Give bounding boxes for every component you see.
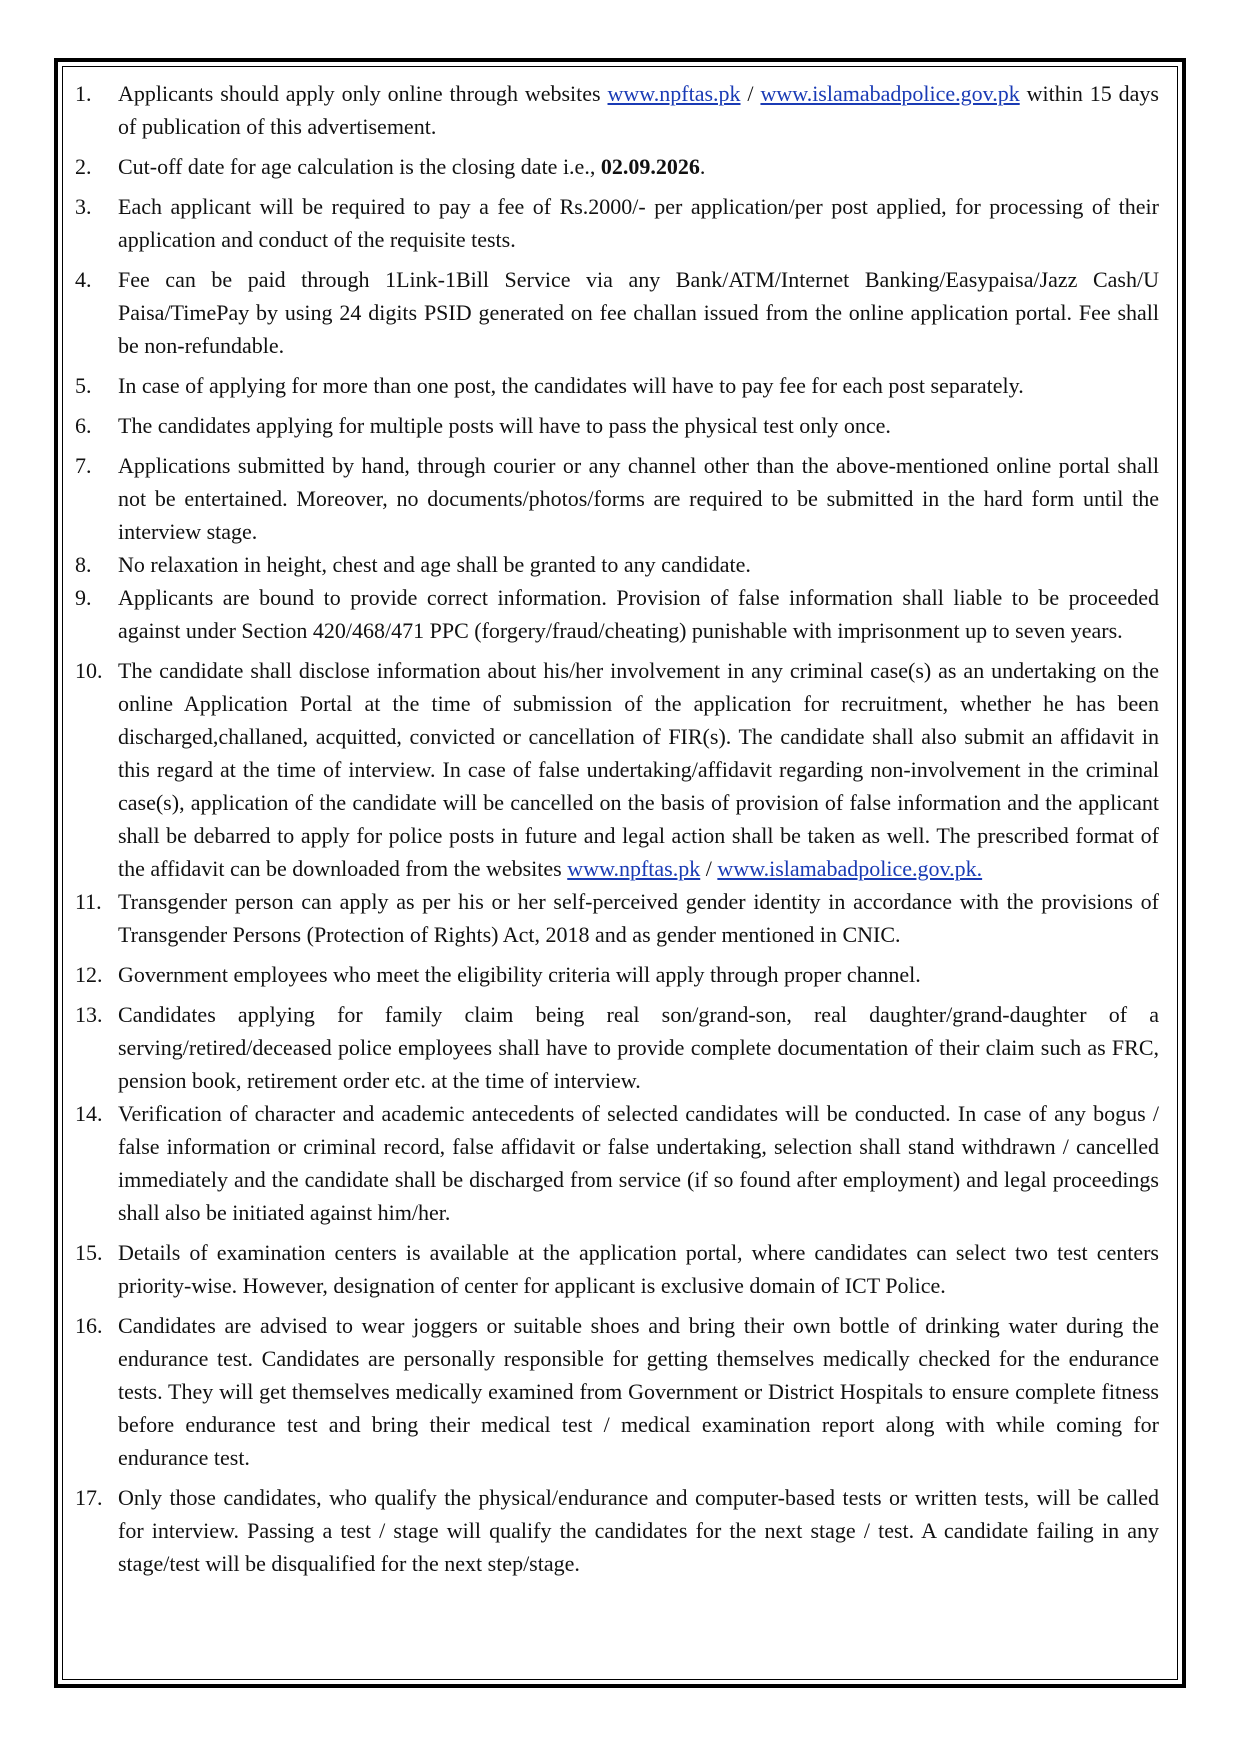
item-text: Transgender person can apply as per his or her self-perceived gender identity in accordance with the provisions of Transgender Persons (Protection of Rights) Act, 2018 and as gender mentioned in CNIC. <box>118 889 1159 947</box>
document-inner-border <box>62 66 1178 1680</box>
list-item <box>75 1309 1159 1474</box>
item-text: Fee can be paid through 1Link-1Bill Service via any Bank/ATM/Internet Banking/Easypaisa/Jazz Cash/U Paisa/TimePay by using 24 digits PSID generated on fee challan issued from the online application portal. Fee shall be non-refundable. <box>118 267 1159 358</box>
item-number: 13. <box>75 1002 103 1027</box>
item-text: Verification of character and academic antecedents of selected candidates will be conducted. In case of any bogus / false information or criminal record, false affidavit or false undertaking, selection shall stand withdrawn / cancelled immediately and the candidate shall be discharged from service (if so found after employment) and legal proceedings shall also be initiated against him/her. <box>118 1101 1159 1225</box>
npftas-link[interactable]: www.npftas.pk <box>567 856 701 881</box>
item-number: 15. <box>75 1240 103 1265</box>
list-item <box>75 150 1159 183</box>
document-border <box>54 58 1186 1688</box>
item-number: 1. <box>75 81 92 106</box>
list-item <box>75 1481 1159 1580</box>
list-item <box>75 581 1159 647</box>
list-item <box>75 998 1159 1097</box>
item-number: 17. <box>75 1485 103 1510</box>
item-text: Candidates applying for family claim being real son/grand-son, real daughter/grand-daughter of a serving/retired/deceased police employees shall have to provide complete documentation of their claim such as FRC, pension book, retirement order etc. at the time of interview. <box>118 1002 1159 1093</box>
list-item <box>75 409 1159 442</box>
item-number: 8. <box>75 552 92 577</box>
item-number: 14. <box>75 1101 103 1126</box>
item-number: 7. <box>75 453 92 478</box>
item-number: 6. <box>75 413 92 438</box>
islamabad-police-link[interactable]: www.islamabadpolice.gov.pk. <box>717 856 983 881</box>
item-text: Applications submitted by hand, through courier or any channel other than the above-mentioned online portal shall not be entertained. Moreover, no documents/photos/forms are required to be submitted in the hard form until the interview stage. <box>118 453 1159 544</box>
list-item <box>75 263 1159 362</box>
item-number: 2. <box>75 154 92 179</box>
item-number: 4. <box>75 267 92 292</box>
item-text: In case of applying for more than one post, the candidates will have to pay fee for each post separately. <box>118 373 1024 398</box>
item-number: 9. <box>75 585 92 610</box>
islamabad-police-link[interactable]: www.islamabadpolice.gov.pk <box>760 81 1020 106</box>
item-text: Details of examination centers is available at the application portal, where candidates can select two test centers priority-wise. However, designation of center for applicant is exclusive domain of ICT Police. <box>118 1240 1159 1298</box>
list-item <box>75 369 1159 402</box>
item-number: 5. <box>75 373 92 398</box>
item-text: Only those candidates, who qualify the physical/endurance and computer-based tests or written tests, will be called for interview. Passing a test / stage will qualify the candidates for the next stage / test. A candidate failing in any stage/test will be disqualified for the next step/stage. <box>118 1485 1159 1576</box>
item-number: 12. <box>75 962 103 987</box>
list-item <box>75 1236 1159 1302</box>
item-text: Applicants are bound to provide correct information. Provision of false information shall liable to be proceeded against under Section 420/468/471 PPC (forgery/fraud/cheating) punishable with imprisonment up to seven years. <box>118 585 1159 643</box>
item-text: No relaxation in height, chest and age shall be granted to any candidate. <box>118 552 751 577</box>
list-item <box>75 958 1159 991</box>
list-item <box>75 885 1159 951</box>
item-number: 10. <box>75 658 103 683</box>
list-item <box>75 1097 1159 1229</box>
item-text: Cut-off date for age calculation is the closing date i.e., 02.09.2026. <box>118 154 706 179</box>
item-text: Candidates are advised to wear joggers or suitable shoes and bring their own bottle of drinking water during the endurance test. Candidates are personally responsible for getting themselves medically checked for the endurance tests. They will get themselves medically examined from Government or District Hospitals to ensure complete fitness before endurance test and bring their medical test / medical examination report along with while coming for endurance test. <box>118 1313 1159 1470</box>
list-item <box>75 449 1159 548</box>
instructions-list <box>75 77 1159 1587</box>
item-number: 11. <box>75 889 102 914</box>
item-number: 3. <box>75 194 92 219</box>
item-text: Each applicant will be required to pay a fee of Rs.2000/- per application/per post applied, for processing of their application and conduct of the requisite tests. <box>118 194 1159 252</box>
item-text: The candidate shall disclose information about his/her involvement in any criminal case(s) as an undertaking on the online Application Portal at the time of submission of the application for recruitment, whether he has been discharged,challaned, acquitted, convicted or cancellation of FIR(s). The candidate shall also submit an affidavit in this regard at the time of interview. In case of false undertaking/affidavit regarding non-involvement in the criminal case(s), application of the candidate will be cancelled on the basis of provision of false information and the applicant shall be debarred to apply for police posts in future and legal action shall be taken as well. The prescribed format of the affidavit can be downloaded from the websites www.npftas.pk / www.islamabadpolice.gov.pk. <box>118 658 1159 881</box>
item-number: 16. <box>75 1313 103 1338</box>
item-text: The candidates applying for multiple posts will have to pass the physical test only once. <box>118 413 891 438</box>
item-text: Government employees who meet the eligibility criteria will apply through proper channel. <box>118 962 921 987</box>
closing-date: 02.09.2026 <box>600 154 700 179</box>
npftas-link[interactable]: www.npftas.pk <box>607 81 741 106</box>
list-item <box>75 654 1159 885</box>
list-item <box>75 77 1159 143</box>
list-item <box>75 548 1159 581</box>
item-text: Applicants should apply only online through websites www.npftas.pk / www.islamabadpolice.gov.pk within 15 days of publication of this advertisement. <box>118 81 1159 139</box>
list-item <box>75 190 1159 256</box>
